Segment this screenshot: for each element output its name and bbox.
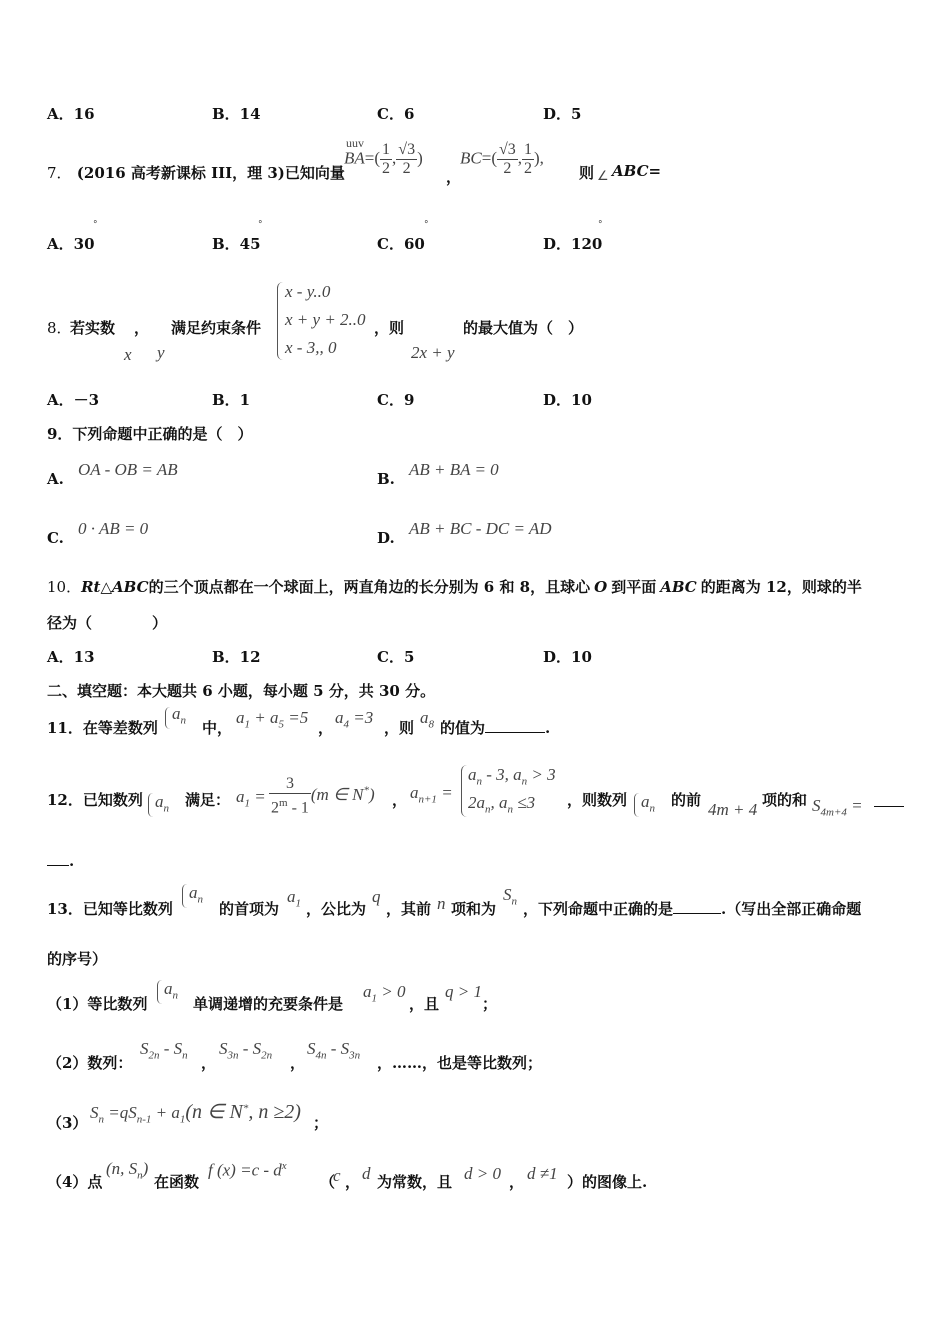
q9-c-label: C. <box>47 529 64 547</box>
q6-option-b: B．14 <box>212 105 261 123</box>
q11-text3: ，则 <box>384 719 415 737</box>
q9-a-label: A. <box>47 470 64 488</box>
q13-p1-cond-2: q > 1 <box>445 982 482 1001</box>
q12-case-2: $2a_n$, $a_n \le 3$ <box>468 793 536 816</box>
q7-option-d: D．120 <box>543 235 603 253</box>
q6-option-c: C．6 <box>377 105 415 123</box>
q13-text5: 项和为 <box>451 900 497 918</box>
q13-q: q <box>372 887 381 906</box>
q12-seq-2: $a_n$ <box>641 792 655 815</box>
q13-answer-blank[interactable] <box>673 913 721 914</box>
q8-option-b: B．1 <box>212 391 251 409</box>
q10-line-1: 10．Rt△ABC的三个顶点都在一个球面上，两直角边的长分别为 6 和 8，且球心 O 到平面 ABC 的距离为 12，则球的半 <box>47 578 862 596</box>
q8-constraint-2: x + y + 2..0 <box>285 310 366 329</box>
q7-ba-y: $\frac{√3}{2}$ <box>398 141 416 177</box>
q11-seq-brace <box>165 707 170 729</box>
q7-option-b: B．45 <box>212 235 261 253</box>
q13-p4-paren: （ <box>320 1173 336 1191</box>
q13-p4-point: (n, $S_n$) <box>106 1159 149 1182</box>
q13-p1-cond-1: $a_1 > 0$ <box>363 982 406 1005</box>
q7-ba-lhs: =( <box>364 148 381 168</box>
q7-number: 7． <box>47 164 72 182</box>
q8-text3: ，则 <box>374 319 405 337</box>
q12-comma: ， <box>392 791 408 809</box>
q12-text4: 的前 <box>671 791 702 809</box>
q13-line-2: 的序号） <box>47 950 108 968</box>
q13-p2-term-2: $S_{3n} - S_{2n}$ <box>219 1039 273 1062</box>
q7-angle: ∠ <box>597 168 609 183</box>
q13-p4-text2: 为常数，且 <box>377 1173 453 1191</box>
q9-b-expr: AB + BA = 0 <box>409 460 499 479</box>
q12-text3: ，则数列 <box>567 791 628 809</box>
q13-p4-text3: ）的图像上. <box>567 1173 648 1191</box>
q13-p4-function: f $(x) =c - d^x$ <box>208 1160 287 1180</box>
q10-option-d: D．10 <box>543 648 592 666</box>
q7-bc-x: $\frac{√3}{2}$ <box>498 141 516 177</box>
q12-case-1: $a_n - 3$, $a_n > 3$ <box>468 765 556 788</box>
q7-comma: ， <box>446 168 462 186</box>
q11-text1: 11．在等差数列 <box>47 719 158 737</box>
q8-option-a: A．－3 <box>47 391 100 409</box>
q13-p2-sep-2: ， <box>290 1054 306 1072</box>
q12-count: 4m + 4 <box>708 800 758 819</box>
q10-abc: ABC <box>660 578 697 596</box>
q12-text5: 项的和 <box>762 791 808 809</box>
q8-constraint-3: x - 3,, 0 <box>285 338 337 357</box>
q7-degree-a: ° <box>93 220 98 230</box>
q7-bc-label: BC <box>460 148 482 168</box>
q13-text2: 的首项为 <box>219 900 280 918</box>
q7-option-a: A．30 <box>47 235 95 253</box>
q7-ba-x: $\frac{1}{2}$ <box>382 141 391 177</box>
q13-p4-text1: 在函数 <box>154 1173 200 1191</box>
q6-option-d: D．5 <box>543 105 582 123</box>
q7-target: ABC= <box>612 162 662 180</box>
q11-e1: $a_1 + a_5 =5$ <box>236 708 309 731</box>
q7-degree-d: ° <box>598 220 603 230</box>
q8-objective: 2x + y <box>411 343 455 362</box>
q13-p3-label: （3） <box>47 1114 88 1132</box>
q12-case-brace <box>461 765 468 817</box>
q13-p4-comma: ， <box>345 1173 361 1191</box>
q9-d-expr: AB + BC - DC = AD <box>409 519 552 538</box>
q7-option-c: C．60 <box>377 235 425 253</box>
q12-fraction: $\frac{3}{2^m - 1}$ (m ∈ N*) <box>271 775 375 817</box>
q10-rt: Rt△ABC <box>81 578 149 596</box>
q13-p1-label: （1）等比数列 <box>47 995 148 1013</box>
q7-degree-b: ° <box>258 220 263 230</box>
q10-number: 10． <box>47 578 82 596</box>
q13-p3-end: ； <box>313 1114 329 1132</box>
q13-p4-label: （4）点 <box>47 1173 103 1191</box>
q13-s: $S_n$ <box>503 885 517 908</box>
q12-an1: $a_{n+1}$ = <box>410 783 453 806</box>
q13-p1-seq: $a_n$ <box>164 979 178 1002</box>
q8-option-d: D．10 <box>543 391 592 409</box>
q13-p1-and: ，且 <box>409 995 440 1013</box>
q13-p4-cond-2: d ≠1 <box>527 1164 558 1183</box>
q12-condition: (m ∈ N*) <box>310 784 375 805</box>
q7-text: (2016 高考新课标 III，理 3)已知向量 <box>76 164 345 182</box>
q13-text3: ，公比为 <box>306 900 367 918</box>
q7-vector-bc: BC=( $\frac{√3}{2}$ , $\frac{1}{2}$ ), <box>460 141 544 177</box>
q13-p2-label: （2）数列： <box>47 1054 133 1072</box>
q10-o: O <box>594 578 608 596</box>
q13-a1: $a_1$ <box>287 887 301 910</box>
q8-text4: 的最大值为（ ） <box>463 319 584 337</box>
q13-text1: 13．已知等比数列 <box>47 900 173 918</box>
q11-text4: 的值为 . <box>440 719 551 737</box>
q10-option-c: C．5 <box>377 648 415 666</box>
q13-p1-seq-brace <box>157 980 162 1004</box>
q11-seq: $a_n$ <box>172 704 186 727</box>
section-2-heading: 二、填空题：本大题共 6 小题，每小题 5 分，共 30 分。 <box>47 682 436 700</box>
q7-degree-c: ° <box>424 220 429 230</box>
q12-sum: $S_{4m+4}$ = <box>812 796 863 819</box>
q13-n: n <box>437 894 446 913</box>
q11-e2: $a_4 =3$ <box>335 708 374 731</box>
q8-constraint-1: x - y..0 <box>285 282 331 301</box>
q11-text2: 中， <box>202 719 233 737</box>
q10-line-2: 径为（ ） <box>47 614 168 632</box>
q7-vector-ba: BA=( $\frac{1}{2}$ , $\frac{√3}{2}$ ) <box>344 141 423 177</box>
q12-answer-blank-1[interactable] <box>874 806 904 807</box>
q13-p1-end: ； <box>482 995 498 1013</box>
q13-text6: ，下列命题中正确的是 .（写出全部正确命题 <box>523 900 862 918</box>
q13-p2-term-1: $S_{2n} - S_n$ <box>140 1039 188 1062</box>
q8-comma: ， <box>134 319 150 337</box>
q8-var-y: y <box>157 343 165 362</box>
q12-seq-brace <box>148 793 153 817</box>
q12-text1: 12．已知数列 <box>47 791 143 809</box>
q12-seq-brace-2 <box>634 793 639 817</box>
q8-var-x: x <box>124 345 132 364</box>
q13-p2-end: ，……，也是等比数列； <box>377 1054 543 1072</box>
q13-text4: ，其前 <box>386 900 432 918</box>
q8-option-c: C．9 <box>377 391 415 409</box>
q7-ba-label: BA <box>344 148 365 168</box>
q13-seq-brace <box>182 884 187 908</box>
q13-p4-d: d <box>362 1164 371 1183</box>
q10-option-a: A．13 <box>47 648 95 666</box>
q12-text2: 满足： <box>185 791 231 809</box>
q8-number: 8． <box>47 319 72 337</box>
q13-p3-expr: $S_n =qS_{n-1} + a_1(n$ ∈ N*, n ≥2) <box>90 1101 301 1126</box>
q8-text1: 若实数 <box>70 319 116 337</box>
q11-answer-blank[interactable] <box>485 732 545 733</box>
q7-ba-arrow: uuv <box>346 136 364 150</box>
q9-c-expr: 0 · AB = 0 <box>78 519 149 538</box>
q8-constraint-brace <box>277 282 284 360</box>
q12-a1: $a_1$ = <box>236 787 266 810</box>
q13-p4-cond-1: d > 0 <box>464 1164 501 1183</box>
q13-p2-sep-1: ， <box>201 1054 217 1072</box>
q8-text2: 满足约束条件 <box>171 319 262 337</box>
q7-then: 则 <box>579 164 595 182</box>
q11-e3: $a_8$ <box>420 708 434 731</box>
q12-seq: $a_n$ <box>155 792 169 815</box>
q7-bc-y: $\frac{1}{2}$ <box>524 141 533 177</box>
q11-comma: ， <box>318 719 334 737</box>
q9-a-expr: OA - OB = AB <box>78 460 178 479</box>
q12-answer-end: . <box>47 852 74 870</box>
q12-answer-blank-2[interactable] <box>47 865 69 866</box>
q7-stem <box>47 162 345 183</box>
q13-p4-comma-2: ， <box>509 1173 525 1191</box>
q9-b-label: B. <box>377 470 395 488</box>
q13-p2-term-3: $S_{4n} - S_{3n}$ <box>307 1039 361 1062</box>
q9-stem: 9．下列命题中正确的是（ ） <box>47 425 253 443</box>
q6-option-a: A．16 <box>47 105 95 123</box>
q9-d-label: D. <box>377 529 395 547</box>
q13-p4-c: c <box>333 1166 341 1185</box>
q10-option-b: B．12 <box>212 648 261 666</box>
q13-p1-text: 单调递增的充要条件是 <box>193 995 344 1013</box>
q13-seq: $a_n$ <box>189 883 203 906</box>
